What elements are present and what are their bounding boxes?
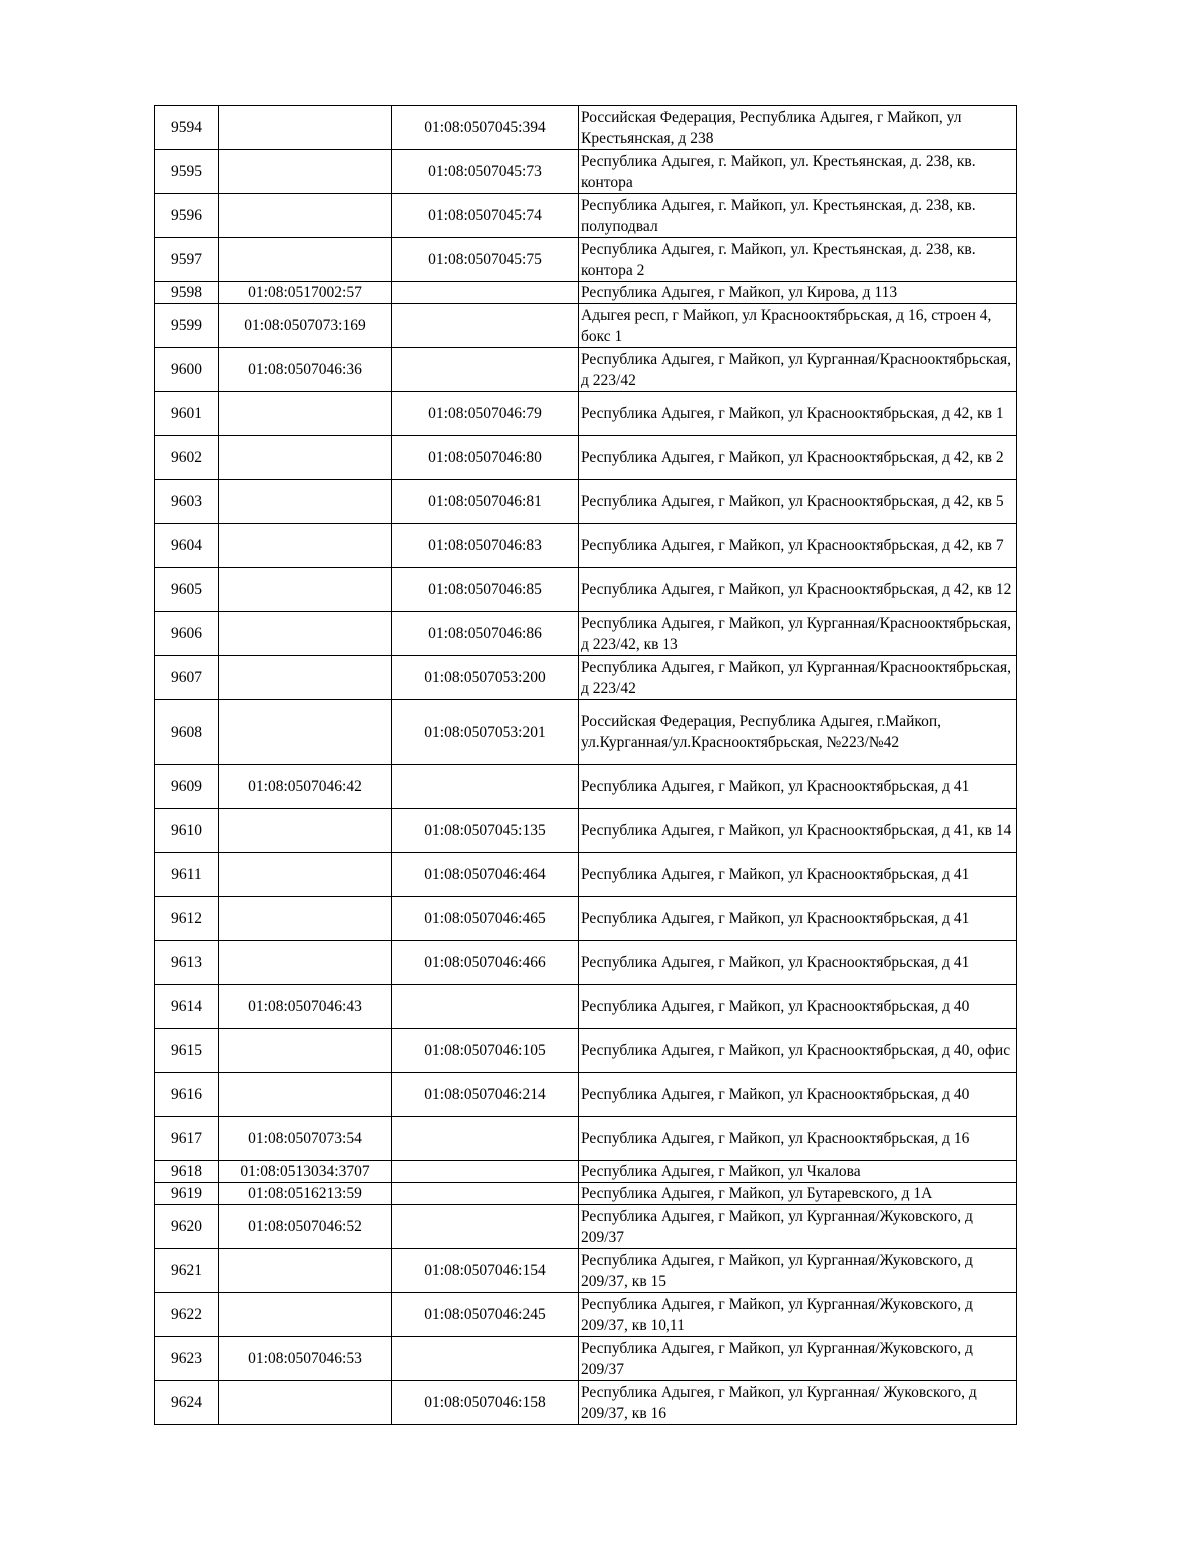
address-cell: Российская Федерация, Республика Адыгея, г.Майкоп, ул.Курганная/ул.Краснооктябрьская, №223/№42 — [579, 700, 1017, 765]
address-cell: Республика Адыгея, г Майкоп, ул Краснооктябрьская, д 42, кв 5 — [579, 480, 1017, 524]
address-cell: Российская Федерация, Республика Адыгея, г Майкоп, ул Крестьянская, д 238 — [579, 106, 1017, 150]
row-number-cell: 9620 — [155, 1205, 219, 1249]
row-number-cell: 9606 — [155, 612, 219, 656]
object-cadastral-number-cell: 01:08:0507053:201 — [392, 700, 579, 765]
object-cadastral-number-cell: 01:08:0507046:466 — [392, 941, 579, 985]
table-row — [155, 1205, 1017, 1249]
address-cell: Республика Адыгея, г Майкоп, ул Чкалова — [579, 1161, 1017, 1183]
land-cadastral-number-cell — [219, 1073, 392, 1117]
land-cadastral-number-cell — [219, 436, 392, 480]
object-cadastral-number-cell: 01:08:0507045:73 — [392, 150, 579, 194]
land-cadastral-number-cell — [219, 700, 392, 765]
row-number-cell: 9604 — [155, 524, 219, 568]
object-cadastral-number-cell: 01:08:0507053:200 — [392, 656, 579, 700]
land-cadastral-number-cell: 01:08:0507046:42 — [219, 765, 392, 809]
address-cell: Республика Адыгея, г Майкоп, ул Курганная/Краснооктябрьская, д 223/42, кв 13 — [579, 612, 1017, 656]
table-row — [155, 1029, 1017, 1073]
address-cell: Республика Адыгея, г Майкоп, ул Краснооктябрьская, д 40, офис — [579, 1029, 1017, 1073]
land-cadastral-number-cell — [219, 612, 392, 656]
object-cadastral-number-cell — [392, 282, 579, 304]
address-cell: Республика Адыгея, г Майкоп, ул Курганная/ Жуковского, д 209/37, кв 16 — [579, 1381, 1017, 1425]
address-cell: Республика Адыгея, г Майкоп, ул Краснооктябрьская, д 41 — [579, 897, 1017, 941]
row-number-cell: 9597 — [155, 238, 219, 282]
table-row — [155, 700, 1017, 765]
table-row — [155, 656, 1017, 700]
row-number-cell: 9595 — [155, 150, 219, 194]
object-cadastral-number-cell: 01:08:0507046:86 — [392, 612, 579, 656]
table-row — [155, 348, 1017, 392]
row-number-cell: 9602 — [155, 436, 219, 480]
land-cadastral-number-cell: 01:08:0507046:53 — [219, 1337, 392, 1381]
land-cadastral-number-cell — [219, 150, 392, 194]
address-cell: Республика Адыгея, г Майкоп, ул Краснооктябрьская, д 42, кв 1 — [579, 392, 1017, 436]
row-number-cell: 9601 — [155, 392, 219, 436]
table-row — [155, 1073, 1017, 1117]
land-cadastral-number-cell: 01:08:0507046:43 — [219, 985, 392, 1029]
table-row — [155, 612, 1017, 656]
table-row — [155, 1117, 1017, 1161]
land-cadastral-number-cell: 01:08:0507073:54 — [219, 1117, 392, 1161]
row-number-cell: 9609 — [155, 765, 219, 809]
object-cadastral-number-cell — [392, 1117, 579, 1161]
object-cadastral-number-cell: 01:08:0507046:85 — [392, 568, 579, 612]
address-cell: Республика Адыгея, г Майкоп, ул Кирова, д 113 — [579, 282, 1017, 304]
land-cadastral-number-cell — [219, 480, 392, 524]
row-number-cell: 9598 — [155, 282, 219, 304]
land-cadastral-number-cell — [219, 1381, 392, 1425]
table-row — [155, 524, 1017, 568]
object-cadastral-number-cell: 01:08:0507046:154 — [392, 1249, 579, 1293]
object-cadastral-number-cell: 01:08:0507046:81 — [392, 480, 579, 524]
address-cell: Республика Адыгея, г Майкоп, ул Краснооктябрьская, д 16 — [579, 1117, 1017, 1161]
object-cadastral-number-cell — [392, 348, 579, 392]
row-number-cell: 9614 — [155, 985, 219, 1029]
registry-table-body — [155, 106, 1017, 1425]
table-row — [155, 238, 1017, 282]
land-cadastral-number-cell — [219, 106, 392, 150]
table-row — [155, 897, 1017, 941]
address-cell: Республика Адыгея, г Майкоп, ул Курганная/Жуковского, д 209/37 — [579, 1205, 1017, 1249]
land-cadastral-number-cell: 01:08:0513034:3707 — [219, 1161, 392, 1183]
row-number-cell: 9616 — [155, 1073, 219, 1117]
address-cell: Республика Адыгея, г Майкоп, ул Курганная/Краснооктябрьская, д 223/42 — [579, 348, 1017, 392]
table-row — [155, 853, 1017, 897]
address-cell: Республика Адыгея, г Майкоп, ул Курганная/Краснооктябрьская, д 223/42 — [579, 656, 1017, 700]
object-cadastral-number-cell — [392, 304, 579, 348]
row-number-cell: 9594 — [155, 106, 219, 150]
object-cadastral-number-cell: 01:08:0507046:464 — [392, 853, 579, 897]
object-cadastral-number-cell: 01:08:0507045:75 — [392, 238, 579, 282]
registry-table — [154, 105, 1017, 1425]
row-number-cell: 9608 — [155, 700, 219, 765]
object-cadastral-number-cell — [392, 765, 579, 809]
row-number-cell: 9599 — [155, 304, 219, 348]
object-cadastral-number-cell: 01:08:0507046:79 — [392, 392, 579, 436]
land-cadastral-number-cell — [219, 1029, 392, 1073]
row-number-cell: 9615 — [155, 1029, 219, 1073]
table-row — [155, 985, 1017, 1029]
table-row — [155, 480, 1017, 524]
address-cell: Республика Адыгея, г Майкоп, ул Краснооктябрьская, д 40 — [579, 1073, 1017, 1117]
land-cadastral-number-cell — [219, 656, 392, 700]
address-cell: Республика Адыгея, г Майкоп, ул Курганная/Жуковского, д 209/37, кв 10,11 — [579, 1293, 1017, 1337]
object-cadastral-number-cell: 01:08:0507045:135 — [392, 809, 579, 853]
table-row — [155, 194, 1017, 238]
land-cadastral-number-cell — [219, 524, 392, 568]
object-cadastral-number-cell — [392, 1337, 579, 1381]
address-cell: Республика Адыгея, г. Майкоп, ул. Крестьянская, д. 238, кв. контора 2 — [579, 238, 1017, 282]
object-cadastral-number-cell: 01:08:0507046:105 — [392, 1029, 579, 1073]
row-number-cell: 9611 — [155, 853, 219, 897]
land-cadastral-number-cell — [219, 897, 392, 941]
address-cell: Республика Адыгея, г Майкоп, ул Краснооктябрьская, д 40 — [579, 985, 1017, 1029]
row-number-cell: 9613 — [155, 941, 219, 985]
object-cadastral-number-cell: 01:08:0507046:245 — [392, 1293, 579, 1337]
land-cadastral-number-cell — [219, 194, 392, 238]
land-cadastral-number-cell: 01:08:0516213:59 — [219, 1183, 392, 1205]
land-cadastral-number-cell — [219, 568, 392, 612]
table-row — [155, 150, 1017, 194]
address-cell: Республика Адыгея, г. Майкоп, ул. Крестьянская, д. 238, кв. контора — [579, 150, 1017, 194]
table-row — [155, 809, 1017, 853]
table-row — [155, 941, 1017, 985]
land-cadastral-number-cell — [219, 809, 392, 853]
object-cadastral-number-cell — [392, 1161, 579, 1183]
row-number-cell: 9607 — [155, 656, 219, 700]
object-cadastral-number-cell: 01:08:0507046:83 — [392, 524, 579, 568]
land-cadastral-number-cell — [219, 1249, 392, 1293]
table-row — [155, 1337, 1017, 1381]
land-cadastral-number-cell — [219, 941, 392, 985]
row-number-cell: 9623 — [155, 1337, 219, 1381]
table-row — [155, 765, 1017, 809]
address-cell: Республика Адыгея, г Майкоп, ул Краснооктябрьская, д 41 — [579, 941, 1017, 985]
object-cadastral-number-cell — [392, 1183, 579, 1205]
table-row — [155, 436, 1017, 480]
table-row — [155, 568, 1017, 612]
table-row — [155, 1249, 1017, 1293]
address-cell: Республика Адыгея, г Майкоп, ул Курганная/Жуковского, д 209/37, кв 15 — [579, 1249, 1017, 1293]
land-cadastral-number-cell — [219, 1293, 392, 1337]
row-number-cell: 9624 — [155, 1381, 219, 1425]
row-number-cell: 9617 — [155, 1117, 219, 1161]
table-row — [155, 304, 1017, 348]
address-cell: Республика Адыгея, г Майкоп, ул Краснооктябрьская, д 42, кв 7 — [579, 524, 1017, 568]
land-cadastral-number-cell: 01:08:0507046:36 — [219, 348, 392, 392]
object-cadastral-number-cell: 01:08:0507046:214 — [392, 1073, 579, 1117]
object-cadastral-number-cell — [392, 1205, 579, 1249]
row-number-cell: 9619 — [155, 1183, 219, 1205]
row-number-cell: 9621 — [155, 1249, 219, 1293]
address-cell: Республика Адыгея, г Майкоп, ул Краснооктябрьская, д 42, кв 2 — [579, 436, 1017, 480]
row-number-cell: 9596 — [155, 194, 219, 238]
table-row — [155, 1381, 1017, 1425]
address-cell: Республика Адыгея, г Майкоп, ул Курганная/Жуковского, д 209/37 — [579, 1337, 1017, 1381]
address-cell: Республика Адыгея, г Майкоп, ул Бутаревского, д 1А — [579, 1183, 1017, 1205]
address-cell: Адыгея респ, г Майкоп, ул Краснооктябрьская, д 16, строен 4, бокс 1 — [579, 304, 1017, 348]
object-cadastral-number-cell: 01:08:0507046:80 — [392, 436, 579, 480]
row-number-cell: 9600 — [155, 348, 219, 392]
table-row — [155, 1293, 1017, 1337]
land-cadastral-number-cell: 01:08:0507073:169 — [219, 304, 392, 348]
land-cadastral-number-cell: 01:08:0517002:57 — [219, 282, 392, 304]
object-cadastral-number-cell: 01:08:0507045:394 — [392, 106, 579, 150]
table-row — [155, 1161, 1017, 1183]
row-number-cell: 9603 — [155, 480, 219, 524]
object-cadastral-number-cell: 01:08:0507046:465 — [392, 897, 579, 941]
land-cadastral-number-cell — [219, 238, 392, 282]
land-cadastral-number-cell — [219, 853, 392, 897]
address-cell: Республика Адыгея, г. Майкоп, ул. Крестьянская, д. 238, кв. полуподвал — [579, 194, 1017, 238]
table-row — [155, 282, 1017, 304]
row-number-cell: 9612 — [155, 897, 219, 941]
row-number-cell: 9622 — [155, 1293, 219, 1337]
row-number-cell: 9605 — [155, 568, 219, 612]
address-cell: Республика Адыгея, г Майкоп, ул Краснооктябрьская, д 41, кв 14 — [579, 809, 1017, 853]
table-row — [155, 106, 1017, 150]
address-cell: Республика Адыгея, г Майкоп, ул Краснооктябрьская, д 41 — [579, 765, 1017, 809]
land-cadastral-number-cell: 01:08:0507046:52 — [219, 1205, 392, 1249]
row-number-cell: 9610 — [155, 809, 219, 853]
land-cadastral-number-cell — [219, 392, 392, 436]
table-row — [155, 392, 1017, 436]
address-cell: Республика Адыгея, г Майкоп, ул Краснооктябрьская, д 41 — [579, 853, 1017, 897]
object-cadastral-number-cell — [392, 985, 579, 1029]
object-cadastral-number-cell: 01:08:0507045:74 — [392, 194, 579, 238]
address-cell: Республика Адыгея, г Майкоп, ул Краснооктябрьская, д 42, кв 12 — [579, 568, 1017, 612]
row-number-cell: 9618 — [155, 1161, 219, 1183]
table-row — [155, 1183, 1017, 1205]
object-cadastral-number-cell: 01:08:0507046:158 — [392, 1381, 579, 1425]
